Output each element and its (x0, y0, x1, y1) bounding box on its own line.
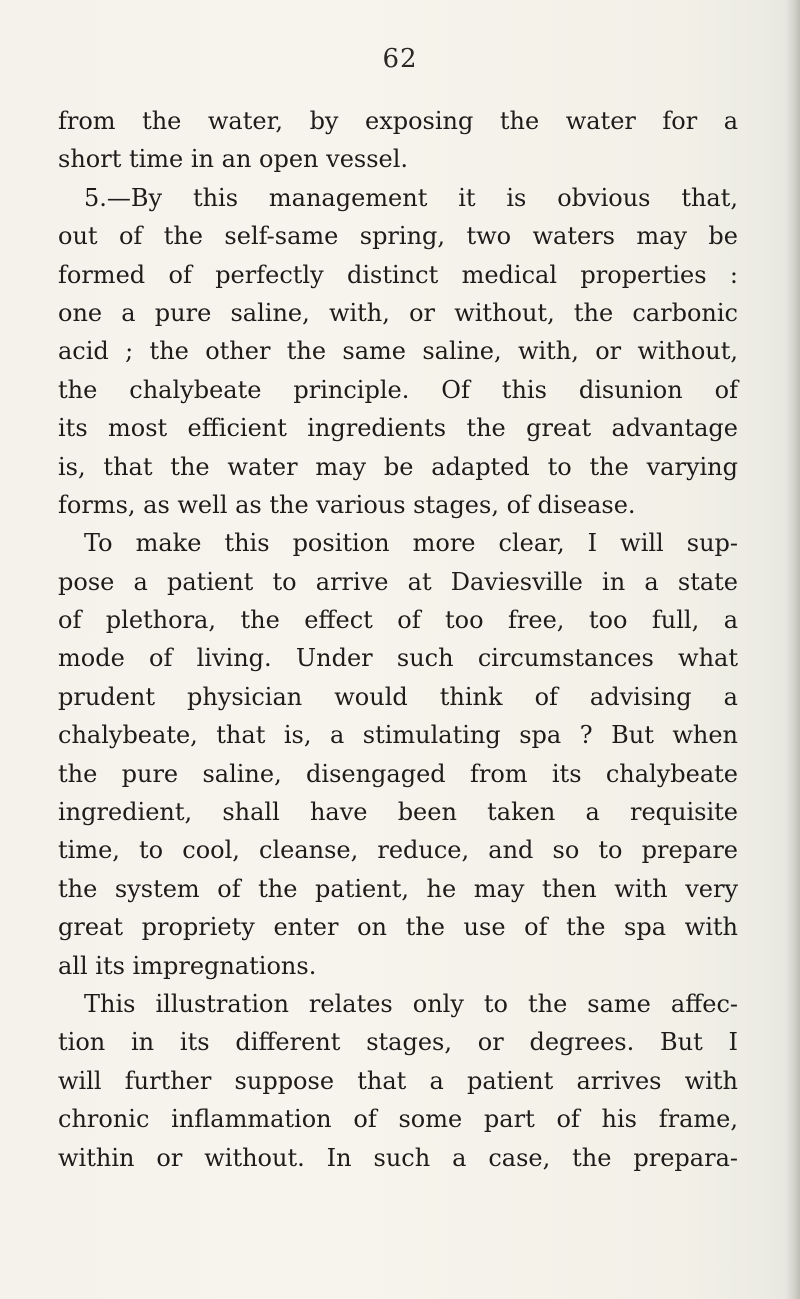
text-line: is, that the water may be adapted to the varying (58, 452, 738, 481)
paragraph-start-line: To make this position more clear, I will sup- (84, 529, 738, 558)
text-line: the system of the patient, he may then with very (58, 874, 738, 903)
text-line: great propriety enter on the use of the spa with (58, 913, 738, 942)
text-line: pose a patient to arrive at Daviesville in a state (58, 567, 738, 596)
text-line: tion in its different stages, or degrees. But I (58, 1028, 738, 1057)
text-line: time, to cool, cleanse, reduce, and so to prepare (58, 836, 738, 865)
text-line: formed of perfectly distinct medical properties : (58, 260, 738, 289)
page-edge-shadow (786, 0, 800, 1299)
text-line: acid ; the other the same saline, with, or without, (58, 337, 738, 366)
text-line: will further suppose that a patient arrives with (58, 1066, 738, 1095)
text-line: mode of living. Under such circumstances what (58, 644, 738, 673)
text-line: short time in an open vessel. (58, 145, 409, 174)
paragraph-start-line: This illustration relates only to the same affec- (84, 989, 738, 1018)
text-line: all its impregnations. (58, 951, 317, 980)
text-line: of plethora, the effect of too free, too full, a (58, 606, 738, 635)
text-line: from the water, by exposing the water for a (58, 107, 738, 135)
text-line: ingredient, shall have been taken a requisite (58, 798, 738, 827)
body-text (58, 102, 738, 1177)
text-line: the pure saline, disengaged from its chalybeate (58, 759, 738, 788)
text-line: prudent physician would think of advising a (58, 682, 738, 711)
text-line: within or without. In such a case, the prepara- (58, 1143, 738, 1172)
text-line: chronic inflammation of some part of his frame, (58, 1105, 738, 1134)
paragraph-start-line: 5.—By this management it is obvious that, (84, 183, 738, 212)
text-line: forms, as well as the various stages, of disease. (58, 490, 636, 519)
page-number: 62 (382, 44, 418, 74)
text-line: out of the self-same spring, two waters may be (58, 222, 738, 251)
text-line: chalybeate, that is, a stimulating spa ? But when (58, 721, 738, 750)
text-line: one a pure saline, with, or without, the carbonic (58, 298, 738, 327)
text-line: its most efficient ingredients the great advantage (58, 414, 738, 443)
text-line: the chalybeate principle. Of this disunion of (58, 375, 738, 404)
